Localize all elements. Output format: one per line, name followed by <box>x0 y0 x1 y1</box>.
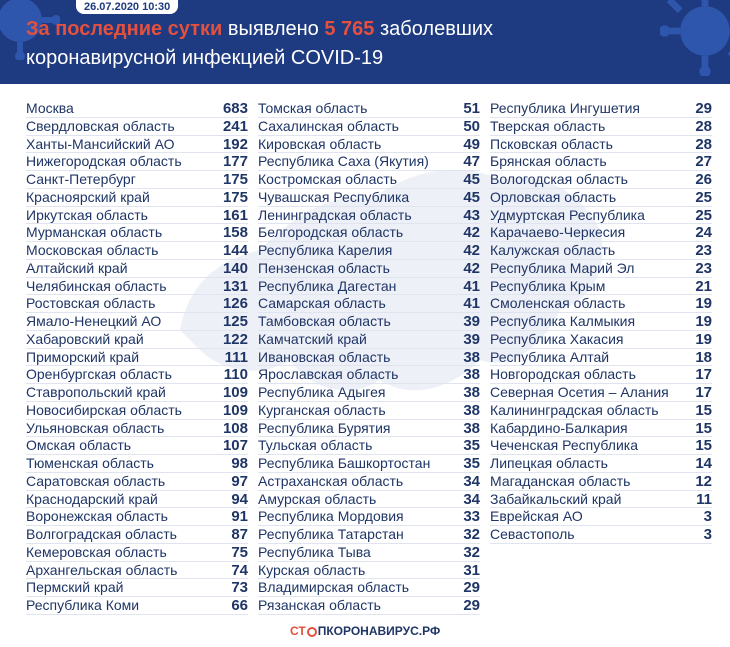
region-name: Новосибирская область <box>26 401 182 418</box>
region-name: Амурская область <box>258 490 377 507</box>
region-name: Москва <box>26 100 74 116</box>
region-row <box>26 579 248 597</box>
case-count: 126 <box>222 295 248 313</box>
region-name: Курская область <box>258 561 366 578</box>
region-row <box>26 366 248 384</box>
case-count: 50 <box>463 117 480 135</box>
region-name: Санкт-Петербург <box>26 171 136 187</box>
case-count: 91 <box>231 508 248 526</box>
region-name: Саратовская область <box>26 472 166 489</box>
region-name: Алтайский край <box>26 259 128 276</box>
case-count: 42 <box>463 242 480 259</box>
case-count: 19 <box>695 295 712 313</box>
region-name: Курганская область <box>258 401 386 418</box>
region-name: Костромская область <box>258 171 398 187</box>
region-name: Республика Коми <box>26 597 140 613</box>
region-row <box>26 260 248 278</box>
region-column-3 <box>490 100 712 544</box>
region-row <box>258 366 480 384</box>
region-name: Ханты-Мансийский АО <box>26 135 175 152</box>
region-row <box>258 508 480 526</box>
region-row <box>26 118 248 136</box>
region-name: Ставропольский край <box>26 384 166 400</box>
region-row <box>26 597 248 615</box>
region-name: Севастополь <box>490 526 575 542</box>
case-count: 18 <box>695 348 712 366</box>
case-count: 47 <box>463 153 480 171</box>
region-row <box>490 473 712 491</box>
region-name: Волгоградская область <box>26 526 177 542</box>
region-name: Новгородская область <box>490 366 636 383</box>
case-count: 23 <box>695 242 712 259</box>
region-name: Республика Калмыкия <box>490 313 636 329</box>
region-row <box>490 207 712 225</box>
case-count: 107 <box>222 437 248 455</box>
region-name: Магаданская область <box>490 472 631 489</box>
case-count: 161 <box>222 206 248 224</box>
case-count: 3 <box>703 526 712 543</box>
case-count: 241 <box>222 117 248 135</box>
case-count: 31 <box>463 561 480 579</box>
region-name: Оренбургская область <box>26 366 172 383</box>
case-count: 15 <box>695 401 712 419</box>
case-count: 34 <box>463 490 480 508</box>
region-row <box>258 189 480 207</box>
region-row <box>26 526 248 544</box>
case-count: 32 <box>463 526 480 543</box>
region-name: Краснодарский край <box>26 490 158 507</box>
region-name: Архангельская область <box>26 561 178 578</box>
brand-suffix: ПКОРОНАВИРУС.РФ <box>317 624 441 638</box>
case-count: 125 <box>222 313 248 330</box>
case-count: 42 <box>463 259 480 277</box>
case-count: 41 <box>463 295 480 313</box>
region-row <box>258 579 480 597</box>
region-row <box>26 189 248 207</box>
region-name: Вологодская область <box>490 171 628 187</box>
region-name: Ростовская область <box>26 295 156 312</box>
region-name: Тюменская область <box>26 455 154 471</box>
region-name: Кировская область <box>258 135 382 152</box>
region-name: Смоленская область <box>490 295 626 312</box>
region-name: Еврейская АО <box>490 508 583 525</box>
region-name: Иркутская область <box>26 206 148 223</box>
region-row <box>490 189 712 207</box>
region-row <box>490 366 712 384</box>
region-row <box>258 597 480 615</box>
region-name: Камчатский край <box>258 330 367 347</box>
region-row <box>490 402 712 420</box>
region-row <box>26 100 248 118</box>
region-row <box>258 260 480 278</box>
case-count: 38 <box>463 401 480 419</box>
header-banner <box>0 0 730 84</box>
region-name: Республика Татарстан <box>258 526 404 542</box>
case-count: 45 <box>463 171 480 188</box>
case-count: 39 <box>463 313 480 330</box>
region-name: Сахалинская область <box>258 117 399 134</box>
case-count: 140 <box>222 259 248 277</box>
headline-subject: заболевших <box>374 18 494 40</box>
case-count: 34 <box>463 472 480 490</box>
region-row <box>490 295 712 313</box>
region-row <box>258 331 480 349</box>
region-name: Чувашская Республика <box>258 188 410 205</box>
region-row <box>490 420 712 438</box>
case-count: 42 <box>463 224 480 242</box>
region-row <box>490 331 712 349</box>
region-row <box>490 136 712 154</box>
case-count: 110 <box>223 366 248 384</box>
region-row <box>26 242 248 260</box>
region-row <box>26 207 248 225</box>
case-count: 73 <box>231 579 248 597</box>
region-row <box>490 491 712 509</box>
case-count: 15 <box>695 419 712 437</box>
case-count: 38 <box>463 348 480 366</box>
region-row <box>26 562 248 580</box>
case-count: 87 <box>231 526 248 543</box>
region-row <box>258 100 480 118</box>
region-name: Рязанская область <box>258 597 381 613</box>
case-count: 192 <box>222 135 248 153</box>
case-count: 28 <box>695 135 712 153</box>
region-name: Тульская область <box>258 437 373 454</box>
region-row <box>258 295 480 313</box>
region-row <box>258 544 480 562</box>
case-count: 131 <box>222 277 248 295</box>
region-name: Хабаровский край <box>26 330 144 347</box>
case-count: 175 <box>222 171 248 188</box>
region-name: Северная Осетия – Алания <box>490 384 669 400</box>
region-name: Липецкая область <box>490 455 608 471</box>
region-row <box>258 171 480 189</box>
region-row <box>26 171 248 189</box>
case-count: 27 <box>695 153 712 171</box>
region-row <box>490 171 712 189</box>
footer-brand <box>290 624 440 638</box>
brand-prefix: СТ <box>290 624 306 638</box>
region-row <box>258 473 480 491</box>
virus-icon <box>660 0 730 76</box>
region-name: Московская область <box>26 242 159 258</box>
case-count: 3 <box>703 508 712 526</box>
region-name: Свердловская область <box>26 117 175 134</box>
stop-circle-icon <box>307 627 317 637</box>
region-name: Кемеровская область <box>26 543 167 560</box>
region-column-2 <box>258 100 480 615</box>
case-count: 38 <box>463 384 480 401</box>
case-count: 683 <box>222 100 248 117</box>
case-count: 43 <box>463 206 480 224</box>
region-row <box>490 349 712 367</box>
region-name: Чеченская Республика <box>490 437 638 454</box>
region-row <box>490 455 712 473</box>
region-row <box>490 437 712 455</box>
case-count: 12 <box>695 472 712 490</box>
region-name: Ямало-Ненецкий АО <box>26 313 162 329</box>
region-name: Республика Крым <box>490 277 606 294</box>
region-row <box>26 473 248 491</box>
region-name: Республика Адыгея <box>258 384 386 400</box>
case-count: 14 <box>695 455 712 472</box>
region-name: Ярославская область <box>258 366 399 383</box>
case-count: 109 <box>222 384 248 401</box>
case-count: 26 <box>695 171 712 188</box>
region-name: Тамбовская область <box>258 313 391 329</box>
region-row <box>258 242 480 260</box>
region-row <box>258 420 480 438</box>
region-row <box>26 491 248 509</box>
region-row <box>26 455 248 473</box>
region-name: Белгородская область <box>258 224 404 241</box>
case-count: 25 <box>695 206 712 224</box>
case-count: 32 <box>463 543 480 561</box>
region-row <box>258 278 480 296</box>
region-row <box>490 153 712 171</box>
region-name: Карачаево-Черкесия <box>490 224 626 241</box>
region-row <box>258 402 480 420</box>
region-name: Республика Ингушетия <box>490 100 641 116</box>
region-name: Самарская область <box>258 295 386 312</box>
region-name: Забайкальский край <box>490 490 622 507</box>
region-name: Калужская область <box>490 242 616 258</box>
region-row <box>26 278 248 296</box>
region-name: Орловская область <box>490 188 617 205</box>
region-row <box>26 136 248 154</box>
region-row <box>258 526 480 544</box>
region-row <box>26 331 248 349</box>
region-name: Астраханская область <box>258 472 404 489</box>
region-row <box>258 136 480 154</box>
region-row <box>258 349 480 367</box>
region-column-1 <box>26 100 248 615</box>
region-row <box>258 153 480 171</box>
headline-line1 <box>26 18 493 41</box>
region-row <box>26 153 248 171</box>
region-row <box>258 207 480 225</box>
case-count: 41 <box>463 277 480 295</box>
region-row <box>490 508 712 526</box>
case-count: 122 <box>222 330 248 348</box>
case-count: 39 <box>463 330 480 348</box>
region-row <box>258 562 480 580</box>
region-name: Республика Мордовия <box>258 508 404 525</box>
case-count: 23 <box>695 259 712 277</box>
region-name: Ульяновская область <box>26 419 165 436</box>
case-count: 75 <box>231 543 248 561</box>
region-row <box>490 260 712 278</box>
region-row <box>490 384 712 402</box>
region-row <box>490 224 712 242</box>
region-name: Республика Марий Эл <box>490 259 635 276</box>
region-row <box>26 420 248 438</box>
case-count: 29 <box>463 579 480 597</box>
case-count: 29 <box>695 100 712 117</box>
case-count: 97 <box>231 472 248 490</box>
region-row <box>26 384 248 402</box>
region-row <box>258 455 480 473</box>
region-row <box>490 100 712 118</box>
case-count: 19 <box>695 330 712 348</box>
region-name: Кабардино-Балкария <box>490 419 628 436</box>
region-name: Пермский край <box>26 579 124 596</box>
case-count: 33 <box>463 508 480 526</box>
region-name: Республика Дагестан <box>258 277 397 294</box>
region-name: Республика Алтай <box>490 348 610 365</box>
case-count: 158 <box>222 224 248 242</box>
headline-verb: выявлено <box>222 18 325 40</box>
case-count: 19 <box>695 313 712 330</box>
region-name: Ленинградская область <box>258 206 412 223</box>
headline-count: 5 765 <box>324 18 375 40</box>
region-row <box>490 242 712 260</box>
case-count: 98 <box>231 455 248 472</box>
case-count: 49 <box>463 135 480 153</box>
region-name: Калининградская область <box>490 401 659 418</box>
case-count: 17 <box>695 384 712 401</box>
case-count: 111 <box>224 348 248 366</box>
region-name: Республика Бурятия <box>258 419 391 436</box>
headline-period: За последние сутки <box>26 18 223 40</box>
date-stamp: 26.07.2020 10:30 <box>76 0 178 14</box>
region-name: Республика Саха (Якутия) <box>258 153 429 170</box>
case-count: 144 <box>222 242 248 259</box>
region-row <box>490 118 712 136</box>
region-row <box>26 313 248 331</box>
case-count: 21 <box>695 277 712 295</box>
region-row <box>258 491 480 509</box>
case-count: 24 <box>695 224 712 242</box>
case-count: 25 <box>695 188 712 206</box>
region-row <box>258 313 480 331</box>
region-name: Псковская область <box>490 135 613 152</box>
region-row <box>26 402 248 420</box>
case-count: 38 <box>463 366 480 384</box>
region-name: Омская область <box>26 437 132 454</box>
region-name: Нижегородская область <box>26 153 182 170</box>
region-name: Брянская область <box>490 153 607 170</box>
region-name: Республика Хакасия <box>490 330 624 347</box>
case-count: 108 <box>222 419 248 437</box>
region-row <box>258 437 480 455</box>
case-count: 66 <box>231 597 248 614</box>
case-count: 17 <box>695 366 712 384</box>
region-row <box>490 526 712 544</box>
case-count: 15 <box>695 437 712 455</box>
case-count: 35 <box>463 437 480 455</box>
region-row <box>26 544 248 562</box>
region-name: Владимирская область <box>258 579 410 596</box>
region-row <box>26 508 248 526</box>
case-count: 74 <box>231 561 248 579</box>
region-row <box>490 313 712 331</box>
region-name: Тверская область <box>490 117 606 134</box>
case-count: 28 <box>695 117 712 135</box>
case-count: 29 <box>463 597 480 614</box>
region-name: Мурманская область <box>26 224 163 241</box>
case-count: 109 <box>222 401 248 419</box>
region-row <box>26 349 248 367</box>
region-name: Челябинская область <box>26 277 167 294</box>
region-name: Воронежская область <box>26 508 168 525</box>
region-row <box>26 224 248 242</box>
region-name: Пензенская область <box>258 259 390 276</box>
case-count: 35 <box>463 455 480 472</box>
case-count: 45 <box>463 188 480 206</box>
region-name: Томская область <box>258 100 368 116</box>
region-name: Республика Тыва <box>258 543 371 560</box>
case-count: 177 <box>222 153 248 171</box>
region-row <box>258 224 480 242</box>
case-count: 11 <box>696 490 712 508</box>
region-row <box>26 437 248 455</box>
region-row <box>26 295 248 313</box>
case-count: 175 <box>222 188 248 206</box>
region-name: Республика Башкортостан <box>258 455 431 471</box>
case-count: 38 <box>463 419 480 437</box>
case-count: 51 <box>463 100 480 117</box>
region-name: Республика Карелия <box>258 242 393 258</box>
headline-line2: коронавирусной инфекцией COVID-19 <box>26 47 384 69</box>
region-row <box>258 384 480 402</box>
region-name: Красноярский край <box>26 188 150 205</box>
region-name: Удмуртская Республика <box>490 206 645 223</box>
region-row <box>258 118 480 136</box>
region-row <box>490 278 712 296</box>
region-name: Приморский край <box>26 348 140 365</box>
case-count: 94 <box>231 490 248 508</box>
region-name: Ивановская область <box>258 348 391 365</box>
